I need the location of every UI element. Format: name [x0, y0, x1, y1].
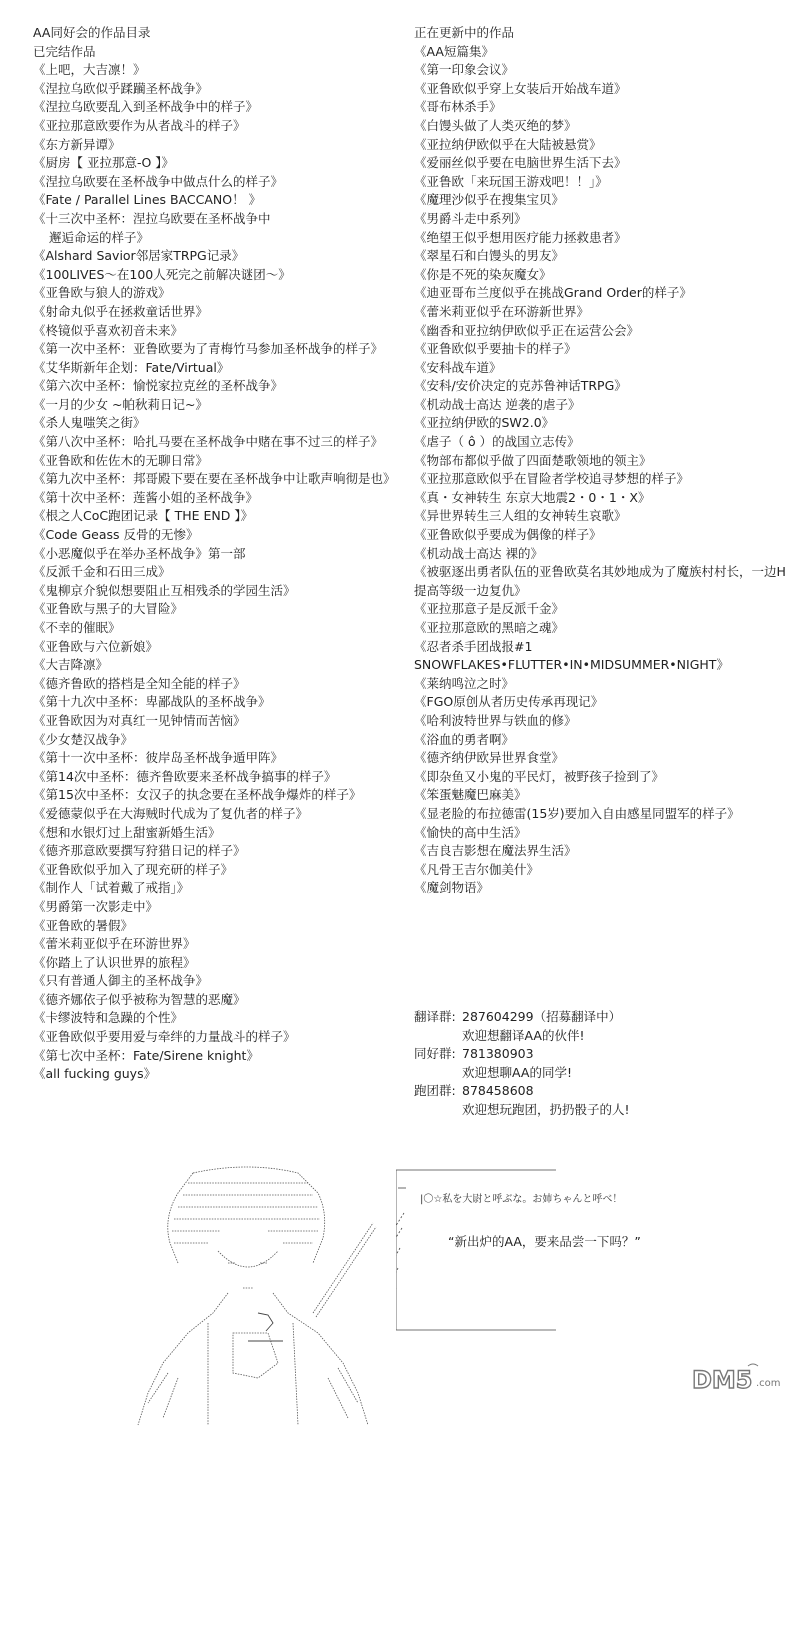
work-title: 《第八次中圣杯：哈扎马要在圣杯战争中赌在事不过三的样子》: [33, 434, 384, 450]
work-title: 《真・女神转生 东京大地震2・0・1・X》: [414, 489, 651, 505]
fan-group-label: 同好群:: [414, 1046, 456, 1062]
work-title: 《被驱逐出勇者队伍的亚鲁欧莫名其妙地成为了魔族村村长，一边H提高等级一边复仇》: [414, 564, 786, 598]
work-title: 《十三次中圣杯：涅拉乌欧要在圣杯战争中: [33, 210, 271, 226]
work-title: 《射命丸似乎在拯救童话世界》: [33, 303, 209, 319]
ongoing-heading: 正在更新中的作品: [414, 25, 515, 40]
work-title: 《显老脸的布拉德雷(15岁)要加入自由感星同盟军的样子》: [414, 805, 740, 821]
work-title: 《亚鲁欧的暑假》: [33, 917, 134, 933]
work-title: 《上吧，大吉凛！》: [33, 62, 146, 78]
work-title: 《亚鲁欧与六位新娘》: [33, 638, 159, 654]
work-title: 《绝望王似乎想用医疗能力拯救患者》: [414, 229, 627, 245]
catalog-title: AA同好会的作品目录: [33, 25, 151, 40]
work-title: 《亚拉那意欧的黑暗之魂》: [414, 620, 565, 635]
work-title: 《小恶魔似乎在举办圣杯战争》第一部: [33, 545, 246, 561]
dm5-logo: [690, 1362, 790, 1394]
bubble-header-text: |〇☆私を大尉と呼ぶな。お姉ちゃんと呼べ！: [420, 1194, 623, 1205]
work-title: 《卡缪波特和急躁的个性》: [33, 1010, 184, 1026]
work-title: 《亚鲁欧似乎要抽卡的样子》: [414, 341, 577, 357]
work-title: 《100LIVES～在100人死完之前解决谜团～》: [33, 266, 291, 282]
work-title: 《艾华斯新年企划：Fate/Virtual》: [33, 359, 230, 375]
work-title: 《亚鲁欧因为对真红一见钟情而苦恼》: [33, 712, 246, 728]
work-title: 《第六次中圣杯：愉悦家拉克丝的圣杯战争》: [33, 378, 284, 394]
fan-group-number: 781380903: [462, 1046, 534, 1062]
work-title: 《Alshard Savior邻居家TRPG记录》: [33, 248, 245, 264]
work-title: 《第一印象会议》: [414, 62, 515, 78]
trpg-group-number: 878458608: [462, 1083, 534, 1099]
work-title: 《第九次中圣杯：邦哥殿下要在要在圣杯战争中让歌声响彻是也》: [33, 471, 396, 487]
work-title: 《亚鲁欧似乎要用爱与牵绊的力量战斗的样子》: [33, 1029, 296, 1045]
work-title: 《男爵斗走中系列》: [414, 210, 527, 226]
work-title: 《男爵第一次影走中》: [33, 898, 159, 914]
work-title: 《爱丽丝似乎要在电脑世界生活下去》: [414, 155, 627, 171]
work-title: 《第十九次中圣杯：卑鄙战队的圣杯战争》: [33, 694, 271, 710]
work-title: 《厨房【 亚拉那意-O 】》: [33, 155, 175, 171]
work-title: 《德齐那意欧要撰写狩猎日记的样子》: [33, 843, 246, 859]
work-title: 《亚鲁欧似乎穿上女装后开始战车道》: [414, 80, 627, 96]
work-title: 《翠星石和白馒头的男友》: [414, 248, 565, 264]
work-title: 《爱德蒙似乎在大海贼时代成为了复仇者的样子》: [33, 805, 309, 821]
work-title: 《亚拉纳伊欧似乎在大陆被悬赏》: [414, 136, 602, 152]
work-title: 《亚鲁欧和佐佐木的无聊日常》: [33, 452, 209, 468]
work-title: 《安科/安价决定的克苏鲁神话TRPG》: [414, 378, 627, 394]
work-title: 《蕾米莉亚似乎在环游世界》: [33, 936, 196, 952]
work-title: 《亚拉纳伊欧的SW2.0》: [414, 415, 555, 431]
work-title: 《第十次中圣杯：莲酱小姐的圣杯战争》: [33, 489, 259, 505]
ongoing-works-list: [414, 43, 786, 898]
work-title: 《安科战车道》: [414, 359, 502, 375]
work-title: 《大吉降凛》: [33, 657, 109, 673]
work-title: 《吉良吉影想在魔法界生活》: [414, 843, 577, 859]
work-title: 《亚鲁欧似乎加入了现充研的样子》: [33, 861, 234, 877]
work-title: 《第15次中圣杯：女汉子的执念要在圣杯战争爆炸的样子》: [33, 787, 362, 803]
work-title: 《忍者杀手团战报#1 SNOWFLAKES•FLUTTER•IN•MIDSUMMER•NIGHT》: [414, 638, 729, 673]
work-title: 《不幸的催眠》: [33, 620, 121, 635]
work-title: 《你是不死的染灰魔女》: [414, 266, 552, 282]
work-title: 《幽香和亚拉纳伊欧似乎正在运营公会》: [414, 322, 640, 338]
work-title: 《迪亚哥布兰度似乎在挑战Grand Order的样子》: [414, 285, 692, 301]
work-title: 《你踏上了认识世界的旅程》: [33, 954, 196, 970]
work-title: 《想和水银灯过上甜蜜新婚生活》: [33, 824, 221, 840]
fan-group-note: 欢迎想聊AA的同学!: [462, 1064, 572, 1080]
work-title: 《涅拉乌欧要在圣杯战争中做点什么的样子》: [33, 173, 284, 189]
work-title: 《德齐鲁欧的搭档是全知全能的样子》: [33, 675, 246, 691]
work-title: 《FGO原创从者历史传承再现记》: [414, 694, 604, 710]
work-title: 《第十一次中圣杯：彼岸岛圣杯战争遁甲阵》: [33, 750, 284, 766]
ongoing-works-column: [414, 24, 786, 898]
completed-works-list: [33, 61, 403, 1084]
work-title: 《涅拉乌欧要乱入到圣杯战争中的样子》: [33, 99, 259, 115]
translate-group-label: 翻译群:: [414, 1009, 456, 1024]
work-title: 《魔剑物语》: [414, 880, 490, 896]
work-title: 《少女楚汉战争》: [33, 731, 134, 747]
work-title: 《涅拉乌欧似乎蹂躏圣杯战争》: [33, 80, 209, 96]
work-title: 《异世界转生三人组的女神转生哀歌》: [414, 508, 627, 524]
completed-heading: 已完结作品: [33, 43, 96, 59]
work-title: 《莱纳鸣泣之时》: [414, 675, 515, 691]
work-title: 《AA短篇集》: [414, 43, 494, 59]
work-title: 《鬼柳京介貌似想要阻止互相残杀的学园生活》: [33, 582, 296, 598]
logo-suffix: .com: [756, 1378, 781, 1389]
work-title: 《德齐纳伊欧异世界食堂》: [414, 750, 565, 766]
trpg-group-label: 跑团群:: [414, 1083, 456, 1099]
work-title: 《亚鲁欧与黑子的大冒险》: [33, 601, 184, 617]
work-title: 《亚拉那意欧要作为从者战斗的样子》: [33, 117, 246, 133]
work-title: 《Fate / Parallel Lines BACCANO！ 》: [33, 192, 262, 208]
work-title: 《亚鲁欧与狼人的游戏》: [33, 285, 171, 301]
logo-text: DM5: [692, 1366, 753, 1394]
work-title: 《哈利波特世界与铁血的修》: [414, 712, 577, 728]
work-title: 《杀人鬼嗤笑之街》: [33, 415, 146, 431]
translate-group-note: 欢迎想翻译AA的伙伴!: [462, 1027, 585, 1043]
trpg-group-note: 欢迎想玩跑团，扔扔骰子的人!: [462, 1101, 630, 1117]
work-title: 《德齐娜依子似乎被称为智慧的恶魔》: [33, 991, 246, 1007]
work-title: 《第七次中圣杯：Fate/Sirene knight》: [33, 1047, 259, 1063]
work-title: 《柊镜似乎喜欢初音未来》: [33, 322, 184, 338]
work-title: 《反派千金和石田三成》: [33, 564, 171, 580]
work-title: 《亚拉那意欧似乎在冒险者学校追寻梦想的样子》: [414, 471, 690, 487]
work-title: 《第一次中圣杯：亚鲁欧要为了青梅竹马参加圣杯战争的样子》: [33, 341, 384, 357]
work-title: 《浴血的勇者啊》: [414, 731, 515, 747]
work-title: 《机动战士高达 逆袭的虐子》: [414, 396, 581, 412]
work-title: 《东方新异谭》: [33, 136, 121, 152]
work-title: 《物部布都似乎做了四面楚歌领地的领主》: [414, 452, 652, 468]
work-title: 《all fucking guys》: [33, 1066, 157, 1082]
group-info: [414, 1008, 630, 1120]
work-title: 《机动战士高达 裸的》: [414, 545, 543, 561]
work-title: 《一月的少女 ~帕秋莉日记~》: [33, 396, 208, 412]
work-title: 《即杂鱼又小鬼的平民灯，被野孩子捡到了》: [414, 768, 665, 784]
work-title: 《只有普通人御主的圣杯战争》: [33, 973, 209, 989]
ascii-art-figure: [108, 1163, 408, 1428]
bubble-quote: “新出炉的AA，要来品尝一下吗？”: [448, 1234, 641, 1249]
work-title: 《蕾米莉亚似乎在环游新世界》: [414, 303, 590, 319]
work-title: 《亚拉那意子是反派千金》: [414, 601, 565, 617]
work-title: 《凡骨王吉尔伽美什》: [414, 861, 540, 877]
work-title: 《魔理沙似乎在搜集宝贝》: [414, 192, 565, 208]
work-title: 《虐子（ ô ）的战国立志传》: [414, 434, 580, 450]
completed-works-column: [33, 24, 403, 1084]
work-title: 《根之人CoC跑团记录【 THE END 】》: [33, 508, 254, 524]
work-title: 《愉快的高中生活》: [414, 824, 527, 840]
work-title: 《Code Geass 反骨的无惨》: [33, 527, 199, 543]
work-title: 《第14次中圣杯：德齐鲁欧要来圣杯战争搞事的样子》: [33, 768, 337, 784]
work-title: 《亚鲁欧「来玩国王游戏吧！！」》: [414, 173, 608, 189]
work-title: 《笨蛋魅魔巴麻美》: [414, 787, 527, 803]
work-title: 邂逅命运的样子》: [49, 229, 150, 245]
work-title: 《亚鲁欧似乎要成为偶像的样子》: [414, 527, 602, 543]
work-title: 《白馒头做了人类灭绝的梦》: [414, 117, 577, 133]
translate-group-number: 287604299（招募翻译中）: [462, 1009, 622, 1024]
work-title: 《哥布林杀手》: [414, 99, 502, 115]
work-title: 《制作人「试着戴了戒指」》: [33, 880, 190, 896]
